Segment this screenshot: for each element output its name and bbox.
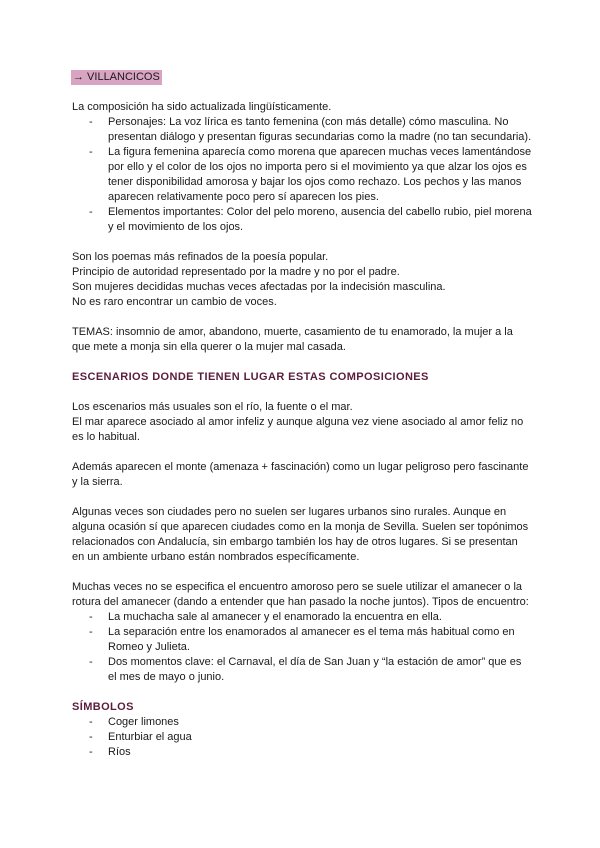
simbolos-heading: SÍMBOLOS <box>72 701 134 713</box>
simbolos-list <box>72 715 532 760</box>
intro-text: La composición ha sido actualizada lingüísticamente. <box>72 101 332 113</box>
highlighted-title: → VILLANCICOS <box>73 71 160 83</box>
list-item: - Dos momentos clave: el Carnaval, el día de San Juan y “la estación de amor” que es el mes de mayo o junio. <box>89 656 522 683</box>
intro-bullet-list <box>72 115 532 235</box>
list-item: - La separación entre los enamorados al amanecer es el tema más habitual como en Romeo y Julieta. <box>89 626 515 653</box>
fact-line: Son mujeres decididas muchas veces afectadas por la indecisión masculina. <box>72 281 446 293</box>
escenarios-paragraph: El mar aparece asociado al amor infeliz y aunque alguna vez viene asociado al amor feliz no es lo habitual. <box>72 416 524 443</box>
fact-line: Son los poemas más refinados de la poesía popular. <box>72 251 329 263</box>
escenarios-paragraph: Algunas veces son ciudades pero no suelen ser lugares urbanos sino rurales. Aunque en alguna ocasión sí que aparecen ciudades como en la monja de Sevilla. Suelen ser topónimos relacionados con Andalucía, sin embargo también los hay de otros lugares. Si se presentan en un ambiente urbano están nombrados específicamente. <box>72 506 529 563</box>
list-item: - Personajes: La voz lírica es tanto femenina (con más detalle) cómo masculina. No presentan diálogo y presentan figuras secundarias como la madre (no tan secundaria). <box>89 116 532 143</box>
section-title <box>72 70 532 85</box>
list-item: - Coger limones <box>89 716 179 728</box>
list-item: - Elementos importantes: Color del pelo moreno, ausencia del cabello rubio, piel morena y el movimiento de los ojos. <box>89 206 532 233</box>
fact-line: Principio de autoridad representado por la madre y no por el padre. <box>72 266 400 278</box>
escenarios-paragraph: Los escenarios más usuales son el río, la fuente o el mar. <box>72 401 353 413</box>
list-item: - La muchacha sale al amanecer y el enamorado la encuentra en ella. <box>89 611 442 623</box>
escenarios-paragraph: Además aparecen el monte (amenaza + fascinación) como un lugar peligroso pero fascinante y la sierra. <box>72 461 529 488</box>
fact-line: No es raro encontrar un cambio de voces. <box>72 296 277 308</box>
list-item: - Enturbiar el agua <box>89 731 192 743</box>
escenarios-paragraph: Muchas veces no se especifica el encuentro amoroso pero se suele utilizar el amanecer o la rotura del amanecer (dando a entender que han pasado la noche juntos). Tipos de encuentro: <box>72 581 529 608</box>
list-item: - Ríos <box>89 746 131 758</box>
encuentro-bullet-list <box>72 610 532 685</box>
escenarios-heading: ESCENARIOS DONDE TIENEN LUGAR ESTAS COMPOSICIONES <box>72 371 429 383</box>
document-content <box>72 70 532 760</box>
list-item: - La figura femenina aparecía como morena que aparecen muchas veces lamentándose por ello y el color de los ojos no importa pero si el movimiento ya que alzar los ojos es tener disponibilidad amorosa y bajar los ojos como rechazo. Los pechos y las manos aparecen relativamente poco pero sí aparecen los pies. <box>89 146 532 203</box>
temas-paragraph: TEMAS: insomnio de amor, abandono, muerte, casamiento de tu enamorado, la mujer a la que mete a monja sin ella querer o la mujer mal casada. <box>72 326 513 353</box>
